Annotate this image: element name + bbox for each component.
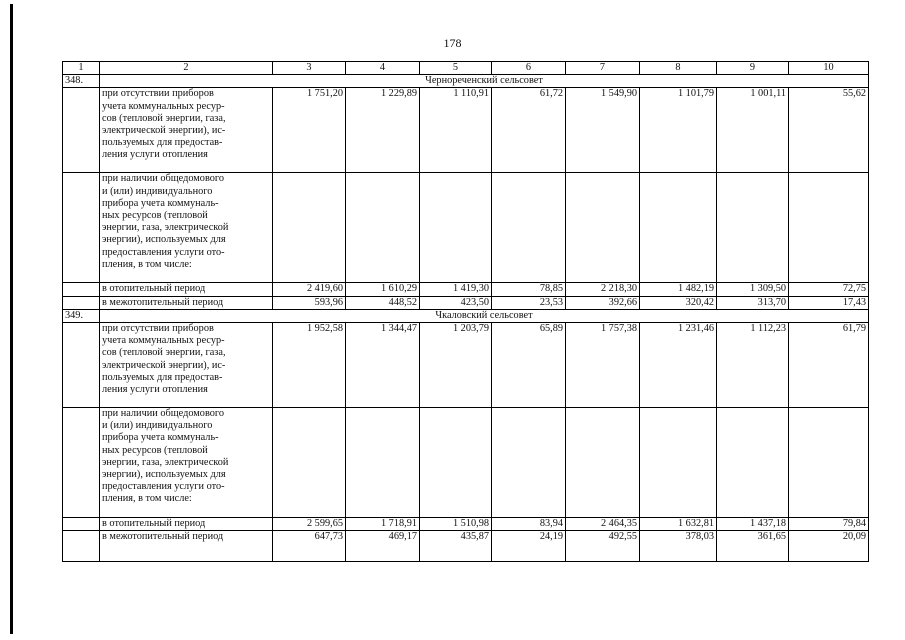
description-line: прибора учета коммуналь-	[102, 197, 219, 209]
value-cell	[566, 408, 640, 518]
description-cell	[100, 173, 273, 283]
page-number: 178	[443, 36, 462, 50]
description-line: электрической энергии), ис-	[102, 359, 226, 371]
value-cell: 2 419,60	[273, 283, 346, 296]
value-cell: 1 344,47	[346, 323, 420, 408]
header-cell: 8	[640, 62, 717, 75]
number-cell-empty	[63, 88, 100, 173]
value-cell: 1 718,91	[346, 518, 420, 531]
description-line: при наличии общедомового	[102, 173, 224, 185]
header-cell: 5	[420, 62, 492, 75]
value-cell: 1 419,30	[420, 283, 492, 296]
description-line: в межотопительный период	[102, 296, 224, 308]
number-cell-empty	[63, 283, 100, 296]
value-cell	[273, 173, 346, 283]
header-cell: 10	[789, 62, 869, 75]
description-line: ных ресурсов (тепловой	[102, 444, 208, 456]
section-row	[63, 75, 869, 88]
description-cell	[100, 88, 273, 173]
description-line: при отсутствии приборов	[102, 323, 214, 335]
description-line: учета коммунальных ресур-	[102, 100, 225, 112]
value-cell	[346, 408, 420, 518]
section-row	[63, 309, 869, 322]
value-cell: 2 464,35	[566, 518, 640, 531]
value-cell: 1 757,38	[566, 323, 640, 408]
value-cell: 378,03	[640, 531, 717, 562]
value-cell: 1 751,20	[273, 88, 346, 173]
value-cell	[492, 173, 566, 283]
value-cell: 61,72	[492, 88, 566, 173]
value-cell: 1 952,58	[273, 323, 346, 408]
description-cell	[100, 283, 273, 296]
header-cell: 3	[273, 62, 346, 75]
description-line: пользуемых для предостав-	[102, 371, 223, 383]
description-line: пользуемых для предостав-	[102, 137, 223, 149]
number-cell-empty	[63, 173, 100, 283]
table-row	[63, 531, 869, 562]
description-cell	[100, 296, 273, 309]
description-line: электрической энергии), ис-	[102, 125, 226, 137]
value-cell: 1 437,18	[717, 518, 789, 531]
value-cell: 448,52	[346, 296, 420, 309]
value-cell	[346, 173, 420, 283]
value-cell: 20,09	[789, 531, 869, 562]
header-cell: 1	[63, 62, 100, 75]
description-cell	[100, 518, 273, 531]
number-cell-empty	[63, 531, 100, 562]
value-cell	[566, 173, 640, 283]
description-cell	[100, 531, 273, 562]
number-cell-empty	[63, 296, 100, 309]
value-cell	[420, 173, 492, 283]
description-line: ных ресурсов (тепловой	[102, 210, 208, 222]
description-line: в отопительный период	[102, 283, 206, 295]
description-cell	[100, 323, 273, 408]
value-cell: 1 610,29	[346, 283, 420, 296]
number-cell-empty	[63, 323, 100, 408]
value-cell: 1 482,19	[640, 283, 717, 296]
value-cell: 61,79	[789, 323, 869, 408]
table-row	[63, 88, 869, 173]
header-cell: 4	[346, 62, 420, 75]
table-row	[63, 408, 869, 518]
value-cell: 1 203,79	[420, 323, 492, 408]
value-cell: 647,73	[273, 531, 346, 562]
description-line: энергии), используемых для	[102, 234, 226, 246]
value-cell: 320,42	[640, 296, 717, 309]
description-cell	[100, 408, 273, 518]
value-cell	[492, 408, 566, 518]
description-line: при наличии общедомового	[102, 408, 224, 420]
value-cell: 78,85	[492, 283, 566, 296]
value-cell: 361,65	[717, 531, 789, 562]
value-cell: 1 112,23	[717, 323, 789, 408]
value-cell: 1 231,46	[640, 323, 717, 408]
value-cell: 1 110,91	[420, 88, 492, 173]
value-cell	[717, 408, 789, 518]
value-cell: 392,66	[566, 296, 640, 309]
header-row	[63, 62, 869, 75]
value-cell: 593,96	[273, 296, 346, 309]
description-line: энергии, газа, электрической	[102, 222, 229, 234]
description-line: пления, в том числе:	[102, 258, 192, 270]
value-cell: 17,43	[789, 296, 869, 309]
description-line: сов (тепловой энергии, газа,	[102, 347, 226, 359]
value-cell	[640, 173, 717, 283]
table-row	[63, 283, 869, 296]
section-number: 348.	[63, 75, 100, 88]
number-cell-empty	[63, 408, 100, 518]
table-row	[63, 173, 869, 283]
value-cell: 1 510,98	[420, 518, 492, 531]
description-line: в межотопительный период	[102, 531, 224, 543]
value-cell: 313,70	[717, 296, 789, 309]
section-title: Чкаловский сельсовет	[100, 309, 869, 322]
value-cell: 1 229,89	[346, 88, 420, 173]
header-cell: 9	[717, 62, 789, 75]
description-line: предоставления услуги ото-	[102, 481, 225, 493]
description-line: и (или) индивидуального	[102, 185, 213, 197]
description-line: при отсутствии приборов	[102, 88, 214, 100]
description-line: ления услуги отопления	[102, 149, 208, 161]
description-line: ления услуги отопления	[102, 384, 208, 396]
description-line: предоставления услуги ото-	[102, 246, 225, 258]
value-cell	[717, 173, 789, 283]
header-cell: 7	[566, 62, 640, 75]
section-number: 349.	[63, 309, 100, 322]
value-cell	[789, 173, 869, 283]
value-cell: 83,94	[492, 518, 566, 531]
value-cell	[420, 408, 492, 518]
value-cell: 492,55	[566, 531, 640, 562]
value-cell: 55,62	[789, 88, 869, 173]
value-cell: 1 632,81	[640, 518, 717, 531]
value-cell	[789, 408, 869, 518]
header-cell: 2	[100, 62, 273, 75]
table-row	[63, 323, 869, 408]
value-cell: 23,53	[492, 296, 566, 309]
value-cell: 79,84	[789, 518, 869, 531]
description-line: и (или) индивидуального	[102, 420, 213, 432]
number-cell-empty	[63, 518, 100, 531]
section-title: Чернореченский сельсовет	[100, 75, 869, 88]
value-cell: 72,75	[789, 283, 869, 296]
description-line: пления, в том числе:	[102, 493, 192, 505]
value-cell: 1 101,79	[640, 88, 717, 173]
description-line: энергии), используемых для	[102, 469, 226, 481]
tariff-table	[62, 61, 869, 562]
table-body	[63, 62, 869, 562]
description-line: сов (тепловой энергии, газа,	[102, 112, 226, 124]
value-cell: 2 599,65	[273, 518, 346, 531]
value-cell: 65,89	[492, 323, 566, 408]
value-cell: 435,87	[420, 531, 492, 562]
value-cell: 24,19	[492, 531, 566, 562]
value-cell: 423,50	[420, 296, 492, 309]
value-cell: 1 309,50	[717, 283, 789, 296]
value-cell: 469,17	[346, 531, 420, 562]
description-line: учета коммунальных ресур-	[102, 335, 225, 347]
description-line: энергии, газа, электрической	[102, 456, 229, 468]
value-cell: 1 549,90	[566, 88, 640, 173]
value-cell	[640, 408, 717, 518]
left-margin-bar	[10, 4, 13, 634]
value-cell: 2 218,30	[566, 283, 640, 296]
description-line: прибора учета коммуналь-	[102, 432, 219, 444]
description-line: в отопительный период	[102, 518, 206, 530]
value-cell	[273, 408, 346, 518]
table-row	[63, 296, 869, 309]
header-cell: 6	[492, 62, 566, 75]
table-row	[63, 518, 869, 531]
value-cell: 1 001,11	[717, 88, 789, 173]
